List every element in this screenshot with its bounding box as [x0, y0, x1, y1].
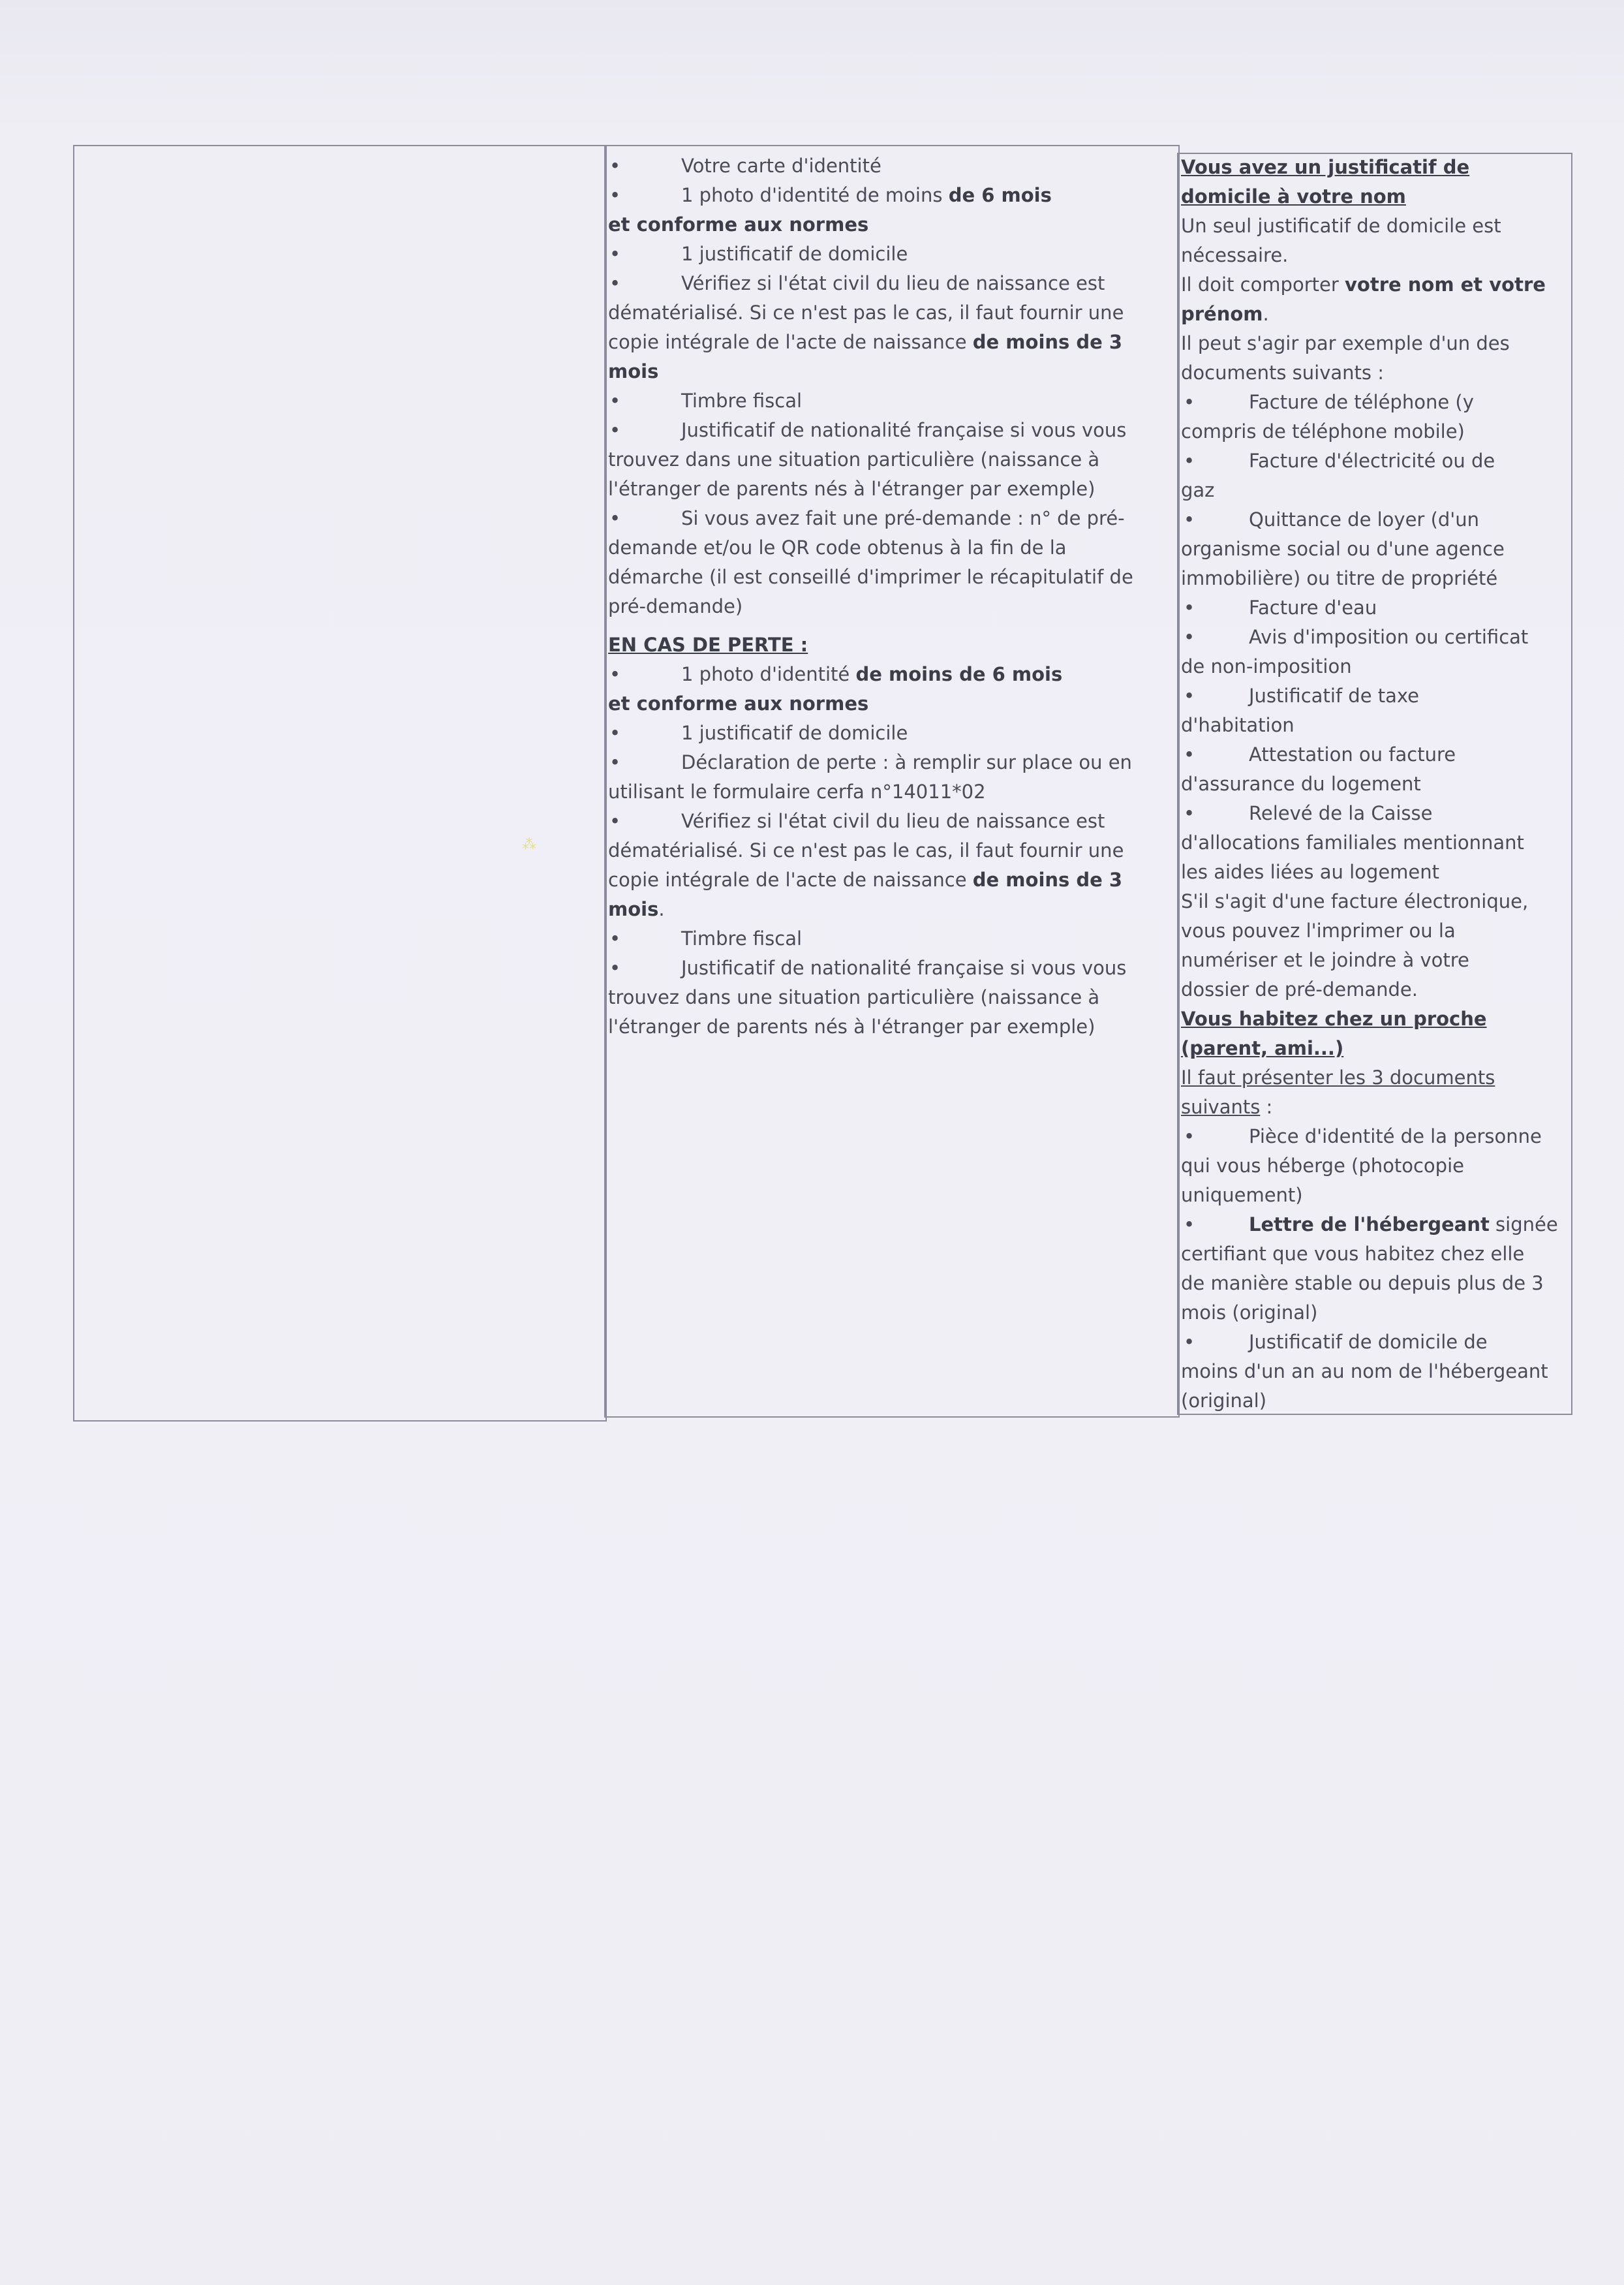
text: :: [1260, 1096, 1273, 1118]
list-item: [608, 269, 1169, 298]
list-item: [608, 748, 1169, 777]
text-line: [1181, 1298, 1567, 1328]
text-line: [1181, 828, 1567, 858]
bullet-icon: •: [609, 184, 621, 206]
bullet-icon: •: [1184, 1213, 1195, 1236]
text-line: [1181, 417, 1567, 446]
section-heading: [1181, 1004, 1567, 1034]
list-item: [1181, 1328, 1567, 1357]
text-line: [1181, 769, 1567, 799]
text: nécessaire.: [1181, 244, 1289, 266]
text: demande et/ou le QR code obtenus à la fin de la: [608, 536, 1067, 559]
bold-text: et conforme aux normes: [608, 213, 869, 236]
text-line: [608, 533, 1169, 563]
list-item: [1181, 446, 1567, 476]
text: uniquement): [1181, 1184, 1303, 1206]
list-item: [608, 660, 1169, 689]
text: les aides liées au logement: [1181, 861, 1440, 883]
text-line: [608, 474, 1169, 504]
text: trouvez dans une situation particulière (naissance à: [608, 986, 1100, 1008]
bold-text: Lettre de l'hébergeant: [1249, 1213, 1490, 1236]
text-line: [1181, 1063, 1567, 1093]
bold-text: votre nom et votre: [1345, 273, 1546, 296]
text: Un seul justificatif de domicile est: [1181, 215, 1501, 237]
underlined-text: Il faut présenter les 3 documents: [1181, 1066, 1495, 1089]
bullet-icon: •: [609, 751, 621, 773]
text: vous pouvez l'imprimer ou la: [1181, 920, 1456, 942]
text: organisme social ou d'une agence: [1181, 538, 1505, 560]
text: domicile à votre nom: [1181, 185, 1406, 208]
list-item: [1181, 1122, 1567, 1151]
text-line: [608, 445, 1169, 474]
text-line: [1181, 946, 1567, 975]
text: utilisant le formulaire cerfa n°14011*02: [608, 781, 986, 803]
text: Attestation ou facture: [1249, 743, 1456, 766]
section-heading: [1181, 182, 1567, 211]
list-item: [1181, 1210, 1567, 1239]
list-item: [1181, 505, 1567, 535]
bold-text: de moins de 3: [972, 331, 1123, 353]
loss-documents-list: [608, 660, 1169, 1042]
bold-text: mois: [608, 360, 659, 382]
text: Justificatif de nationalité française si vous vous: [681, 419, 1127, 441]
text: mois (original): [1181, 1301, 1318, 1324]
text: démarche (il est conseillé d'imprimer le récapitulatif de: [608, 566, 1133, 588]
text: pré-demande): [608, 595, 743, 617]
text: 1 photo d'identité: [681, 663, 856, 685]
table-column-left: [73, 145, 607, 1422]
list-item: [608, 954, 1169, 983]
text: Il peut s'agir par exemple d'un des: [1181, 332, 1510, 354]
text: Déclaration de perte : à remplir sur place ou en: [681, 751, 1132, 773]
list-item: [1181, 593, 1567, 623]
text: documents suivants :: [1181, 362, 1384, 384]
text-line: [608, 563, 1169, 592]
text: de manière stable ou depuis plus de 3: [1181, 1272, 1544, 1294]
text-line: [1181, 1239, 1567, 1269]
list-item: [608, 386, 1169, 416]
text: Votre carte d'identité: [681, 155, 881, 177]
text: copie intégrale de l'acte de naissance: [608, 331, 973, 353]
text-line: [608, 210, 1169, 240]
bullet-icon: •: [609, 722, 621, 744]
text-line: [1181, 1386, 1567, 1416]
text: l'étranger de parents nés à l'étranger par exemple): [608, 478, 1095, 500]
bullet-icon: •: [1184, 597, 1195, 619]
bullet-icon: •: [1184, 450, 1195, 472]
text-line: [608, 895, 1169, 924]
text-line: [1181, 916, 1567, 946]
text: 1 justificatif de domicile: [681, 722, 908, 744]
text-line: [1181, 858, 1567, 887]
text: Si vous avez fait une pré-demande : n° de pré-: [681, 507, 1125, 529]
text: Justificatif de taxe: [1249, 685, 1420, 707]
text-line: [1181, 476, 1567, 505]
text-line: [1181, 300, 1567, 329]
text: Quittance de loyer (d'un: [1249, 508, 1480, 531]
bold-text: et conforme aux normes: [608, 692, 869, 715]
text: Timbre fiscal: [681, 927, 803, 950]
text: .: [1263, 303, 1269, 325]
text: dossier de pré-demande.: [1181, 978, 1418, 1001]
text: gaz: [1181, 479, 1215, 501]
bullet-icon: •: [1184, 508, 1195, 531]
text-line: [608, 689, 1169, 719]
text-line: [1181, 887, 1567, 916]
text-line: [608, 328, 1169, 357]
loss-heading: EN CAS DE PERTE :: [608, 634, 808, 656]
bold-text: prénom: [1181, 303, 1263, 325]
text: signée: [1489, 1213, 1558, 1236]
bullet-icon: •: [609, 272, 621, 294]
text-line: [1181, 1357, 1567, 1386]
required-documents-list: [608, 151, 1169, 621]
middle-column-text: [608, 151, 1169, 1042]
list-item: [608, 719, 1169, 748]
text-line: [608, 298, 1169, 328]
bold-text: de moins de 3: [972, 869, 1123, 891]
bullet-icon: •: [609, 243, 621, 265]
list-item: [1181, 623, 1567, 652]
text: Vérifiez si l'état civil du lieu de naissance est: [681, 810, 1105, 832]
bold-text: de moins de 6 mois: [855, 663, 1063, 685]
bullet-icon: •: [609, 155, 621, 177]
bold-text: mois: [608, 898, 659, 920]
list-item: [608, 924, 1169, 954]
text: Justificatif de domicile de: [1249, 1331, 1488, 1353]
text-line: [1181, 329, 1567, 358]
text-line: [608, 1012, 1169, 1042]
text-line: [1181, 1151, 1567, 1181]
right-column-text: [1181, 153, 1567, 1416]
text: Facture d'eau: [1249, 597, 1377, 619]
text: Facture d'électricité ou de: [1249, 450, 1495, 472]
list-item: [608, 151, 1169, 181]
bullet-icon: •: [1184, 1331, 1195, 1353]
text: Avis d'imposition ou certificat: [1249, 626, 1529, 648]
bullet-icon: •: [1184, 626, 1195, 648]
section-heading: [1181, 1034, 1567, 1063]
section-heading: [1181, 153, 1567, 182]
text: compris de téléphone mobile): [1181, 420, 1465, 443]
text-line: [1181, 711, 1567, 740]
text: (parent, ami...): [1181, 1037, 1344, 1059]
bullet-icon: •: [609, 957, 621, 979]
text: .: [658, 898, 665, 920]
text-line: [1181, 535, 1567, 564]
text: immobilière) ou titre de propriété: [1181, 567, 1498, 589]
text: d'allocations familiales mentionnant: [1181, 832, 1524, 854]
text-line: [608, 865, 1169, 895]
bullet-icon: •: [609, 663, 621, 685]
text-line: [608, 836, 1169, 865]
bullet-icon: •: [1184, 743, 1195, 766]
text: l'étranger de parents nés à l'étranger par exemple): [608, 1016, 1095, 1038]
bullet-icon: •: [609, 390, 621, 412]
text: d'habitation: [1181, 714, 1295, 736]
list-item: [608, 416, 1169, 445]
text: 1 photo d'identité de moins: [681, 184, 949, 206]
text: trouvez dans une situation particulière (naissance à: [608, 448, 1100, 471]
text: Pièce d'identité de la personne: [1249, 1125, 1542, 1147]
bullet-icon: •: [1184, 1125, 1195, 1147]
text: Justificatif de nationalité française si vous vous: [681, 957, 1127, 979]
text: Vous habitez chez un proche: [1181, 1008, 1487, 1030]
text-line: [1181, 358, 1567, 388]
bullet-icon: •: [1184, 802, 1195, 824]
list-item: [608, 181, 1169, 210]
text: Facture de téléphone (y: [1249, 391, 1474, 413]
text-line: [1181, 1269, 1567, 1298]
bullet-icon: •: [609, 419, 621, 441]
text: Il doit comporter: [1181, 273, 1345, 296]
text-line: [1181, 564, 1567, 593]
list-item: [608, 240, 1169, 269]
text-line: [1181, 975, 1567, 1004]
text-line: [608, 777, 1169, 807]
proof-of-address-list: [1181, 153, 1567, 1416]
text: numériser et le joindre à votre: [1181, 949, 1469, 971]
text: Timbre fiscal: [681, 390, 803, 412]
text: d'assurance du logement: [1181, 773, 1421, 795]
underlined-text: suivants: [1181, 1096, 1261, 1118]
list-item: [1181, 799, 1567, 828]
text: de non-imposition: [1181, 655, 1352, 677]
bold-text: de 6 mois: [948, 184, 1052, 206]
list-item: [1181, 681, 1567, 711]
text-line: [608, 357, 1169, 386]
text-line: [608, 592, 1169, 621]
text: dématérialisé. Si ce n'est pas le cas, il faut fournir une: [608, 302, 1124, 324]
text-line: [1181, 241, 1567, 270]
bullet-icon: •: [1184, 391, 1195, 413]
list-item: [1181, 388, 1567, 417]
list-item: [1181, 740, 1567, 769]
bullet-icon: •: [609, 507, 621, 529]
text: Relevé de la Caisse: [1249, 802, 1433, 824]
text: qui vous héberge (photocopie: [1181, 1155, 1464, 1177]
scan-speck: ⁂: [522, 837, 536, 853]
text: S'il s'agit d'une facture électronique,: [1181, 890, 1529, 912]
text: certifiant que vous habitez chez elle: [1181, 1243, 1525, 1265]
list-item: [608, 504, 1169, 533]
text: Vérifiez si l'état civil du lieu de naissance est: [681, 272, 1105, 294]
text-line: [608, 983, 1169, 1012]
text: 1 justificatif de domicile: [681, 243, 908, 265]
text: copie intégrale de l'acte de naissance: [608, 869, 973, 891]
text-line: [1181, 652, 1567, 681]
list-item: [608, 807, 1169, 836]
text-line: [1181, 270, 1567, 300]
text-line: [1181, 211, 1567, 241]
bullet-icon: •: [1184, 685, 1195, 707]
text-line: [1181, 1181, 1567, 1210]
text: moins d'un an au nom de l'hébergeant: [1181, 1360, 1548, 1382]
text-line: [1181, 1093, 1567, 1122]
text: Vous avez un justificatif de: [1181, 156, 1470, 178]
bullet-icon: •: [609, 810, 621, 832]
text: (original): [1181, 1390, 1267, 1412]
bullet-icon: •: [609, 927, 621, 950]
text: dématérialisé. Si ce n'est pas le cas, il faut fournir une: [608, 839, 1124, 862]
